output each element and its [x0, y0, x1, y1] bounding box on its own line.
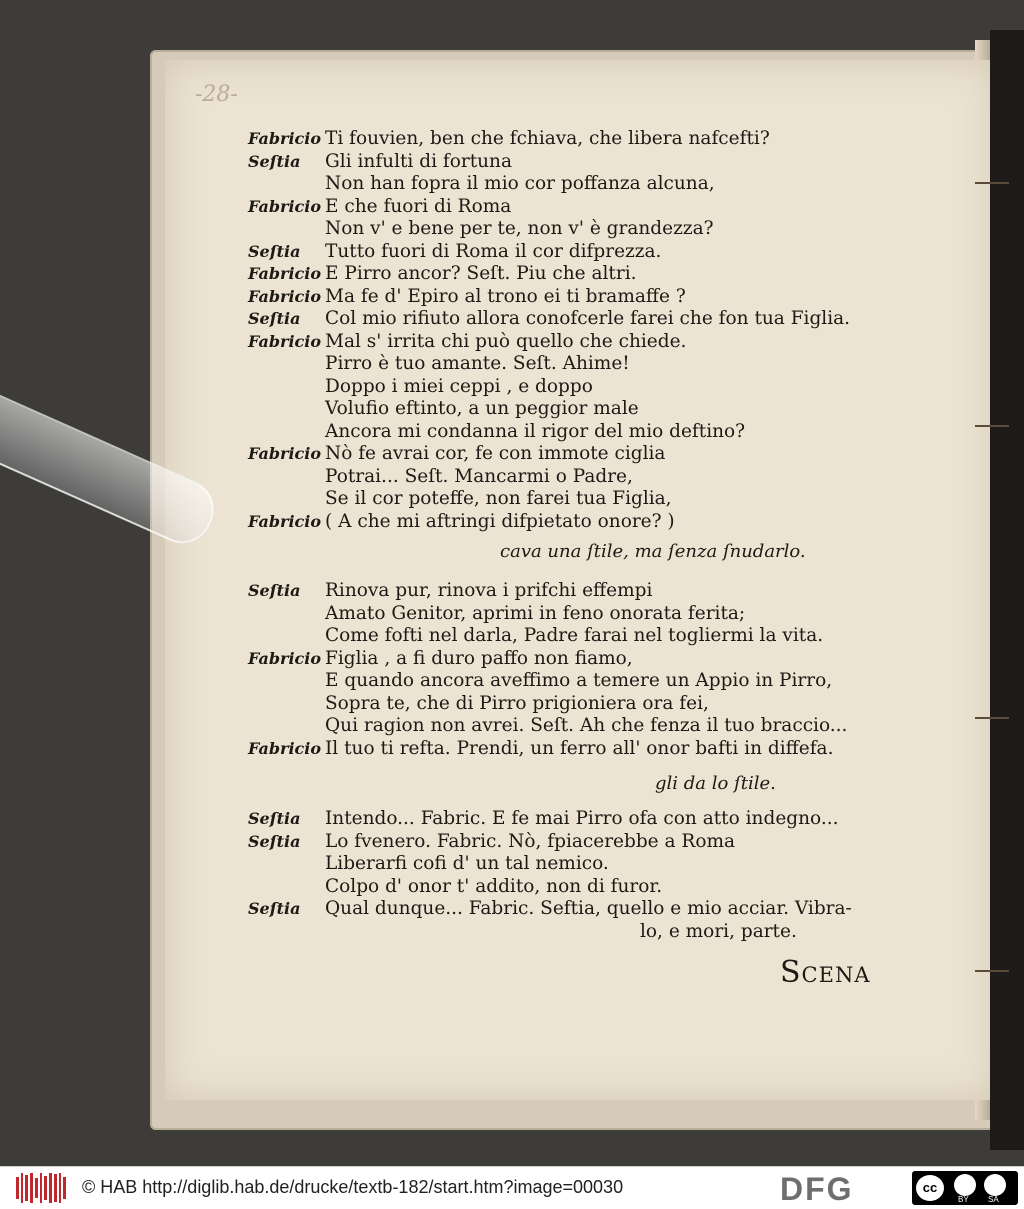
speaker-name: Seſtia	[248, 309, 301, 328]
verse-text: E Pirro ancor? Seſt. Piu che altri.	[325, 263, 637, 284]
verse-text: Mal s' irrita chi può quello che chiede.	[325, 331, 687, 352]
verse-text: Non v' e bene per te, non v' è grandezza?	[325, 218, 714, 239]
verse-text: Lo fvenero. Fabric. Nò, fpiacerebbe a Roma	[325, 831, 736, 852]
verse-text: Qui ragion non avrei. Seſt. Ah che fenza il tuo braccio...	[325, 715, 848, 736]
verse-text: Potrai... Seſt. Mancarmi o Padre,	[325, 466, 633, 487]
verse-text: Intendo... Fabric. E fe mai Pirro ofa con atto indegno...	[325, 808, 839, 829]
verse-text: Pirro è tuo amante. Seſt. Ahime!	[325, 353, 630, 374]
verse-text: Figlia , a fi duro paffo non fiamo,	[325, 648, 633, 669]
verse-text: E che fuori di Roma	[325, 196, 512, 217]
verse-text: Liberarfi cofi d' un tal nemico.	[325, 853, 609, 874]
verse-text: Colpo d' onor t' addito, non di furor.	[325, 876, 663, 897]
sa-icon	[984, 1174, 1006, 1196]
sa-label: SA	[988, 1195, 999, 1204]
verse-text: Qual dunque... Fabric. Seftia, quello e mio acciar. Vibra-	[325, 898, 852, 919]
verse-text: Il tuo ti refta. Prendi, un ferro all' onor bafti in diffefa.	[325, 738, 834, 759]
speaker-name: Seſtia	[248, 152, 301, 171]
verse-text: Se il cor poteffe, non farei tua Figlia,	[325, 488, 672, 509]
catchword: Scena	[780, 955, 871, 990]
verse-text: Ma fe d' Epiro al trono ei ti bramaffe ?	[325, 286, 686, 307]
speaker-name: Seſtia	[248, 242, 301, 261]
speaker-name: Fabricio	[248, 264, 322, 283]
speaker-name: Seſtia	[248, 832, 301, 851]
speaker-name: Fabricio	[248, 287, 322, 306]
stage-direction: cava una ſtile, ma ſenza ſnudarlo.	[500, 541, 806, 562]
dfg-logo[interactable]: DFG	[780, 1171, 854, 1207]
verse-text: Rinova pur, rinova i prifchi effempi	[325, 580, 653, 601]
by-icon	[954, 1174, 976, 1196]
verse-text: Ti fouvien, ben che fchiava, che libera nafcefti?	[325, 128, 770, 149]
verse-text: Sopra te, che di Pirro prigioniera ora fei,	[325, 693, 709, 714]
verse-text: Tutto fuori di Roma il cor difprezza.	[325, 241, 662, 262]
verse-text: Amato Genitor, aprimi in feno onorata ferita;	[325, 603, 746, 624]
speaker-name: Fabricio	[248, 512, 322, 531]
verse-text: Nò fe avrai cor, fe con immote ciglia	[325, 443, 666, 464]
verse-text: Non han fopra il mio cor poffanza alcuna,	[325, 173, 715, 194]
verse-text: Col mio rifiuto allora conofcerle farei che fon tua Figlia.	[325, 308, 851, 329]
stage-direction: gli da lo ſtile.	[655, 773, 776, 794]
verse-text: ( A che mi aftringi difpietato onore? )	[325, 511, 675, 532]
speaker-name: Fabricio	[248, 444, 322, 463]
speaker-name: Seſtia	[248, 581, 301, 600]
ghost-page-number: -28-	[195, 82, 238, 107]
speaker-name: Seſtia	[248, 809, 301, 828]
by-label: BY	[958, 1195, 969, 1204]
viewer-footer	[0, 1166, 1024, 1209]
speaker-name: Seſtia	[248, 899, 301, 918]
verse-text: Doppo i miei ceppi , e doppo	[325, 376, 593, 397]
speaker-name: Fabricio	[248, 197, 322, 216]
text-line	[500, 541, 806, 563]
cc-icon: cc	[916, 1175, 944, 1201]
hab-logo[interactable]	[16, 1173, 66, 1203]
text-line	[655, 773, 776, 795]
verse-text: Ancora mi condanna il rigor del mio deftino?	[325, 421, 746, 442]
verse-text: Come fofti nel darla, Padre farai nel togliermi la vita.	[325, 625, 824, 646]
speaker-name: Fabricio	[248, 739, 322, 758]
verse-text: E quando ancora aveffimo a temere un Appio in Pirro,	[325, 670, 833, 691]
speaker-name: Fabricio	[248, 129, 322, 148]
speaker-name: Fabricio	[248, 649, 322, 668]
cc-license-badge[interactable]	[912, 1171, 1018, 1205]
verse-text: lo, e mori, parte.	[640, 921, 797, 942]
speaker-name: Fabricio	[248, 332, 322, 351]
verse-text: Volufio eftinto, a un peggior male	[325, 398, 639, 419]
verse-text: Gli infulti di fortuna	[325, 151, 512, 172]
attribution-link[interactable]: © HAB http://diglib.hab.de/drucke/textb-182/start.htm?image=00030	[82, 1177, 624, 1197]
